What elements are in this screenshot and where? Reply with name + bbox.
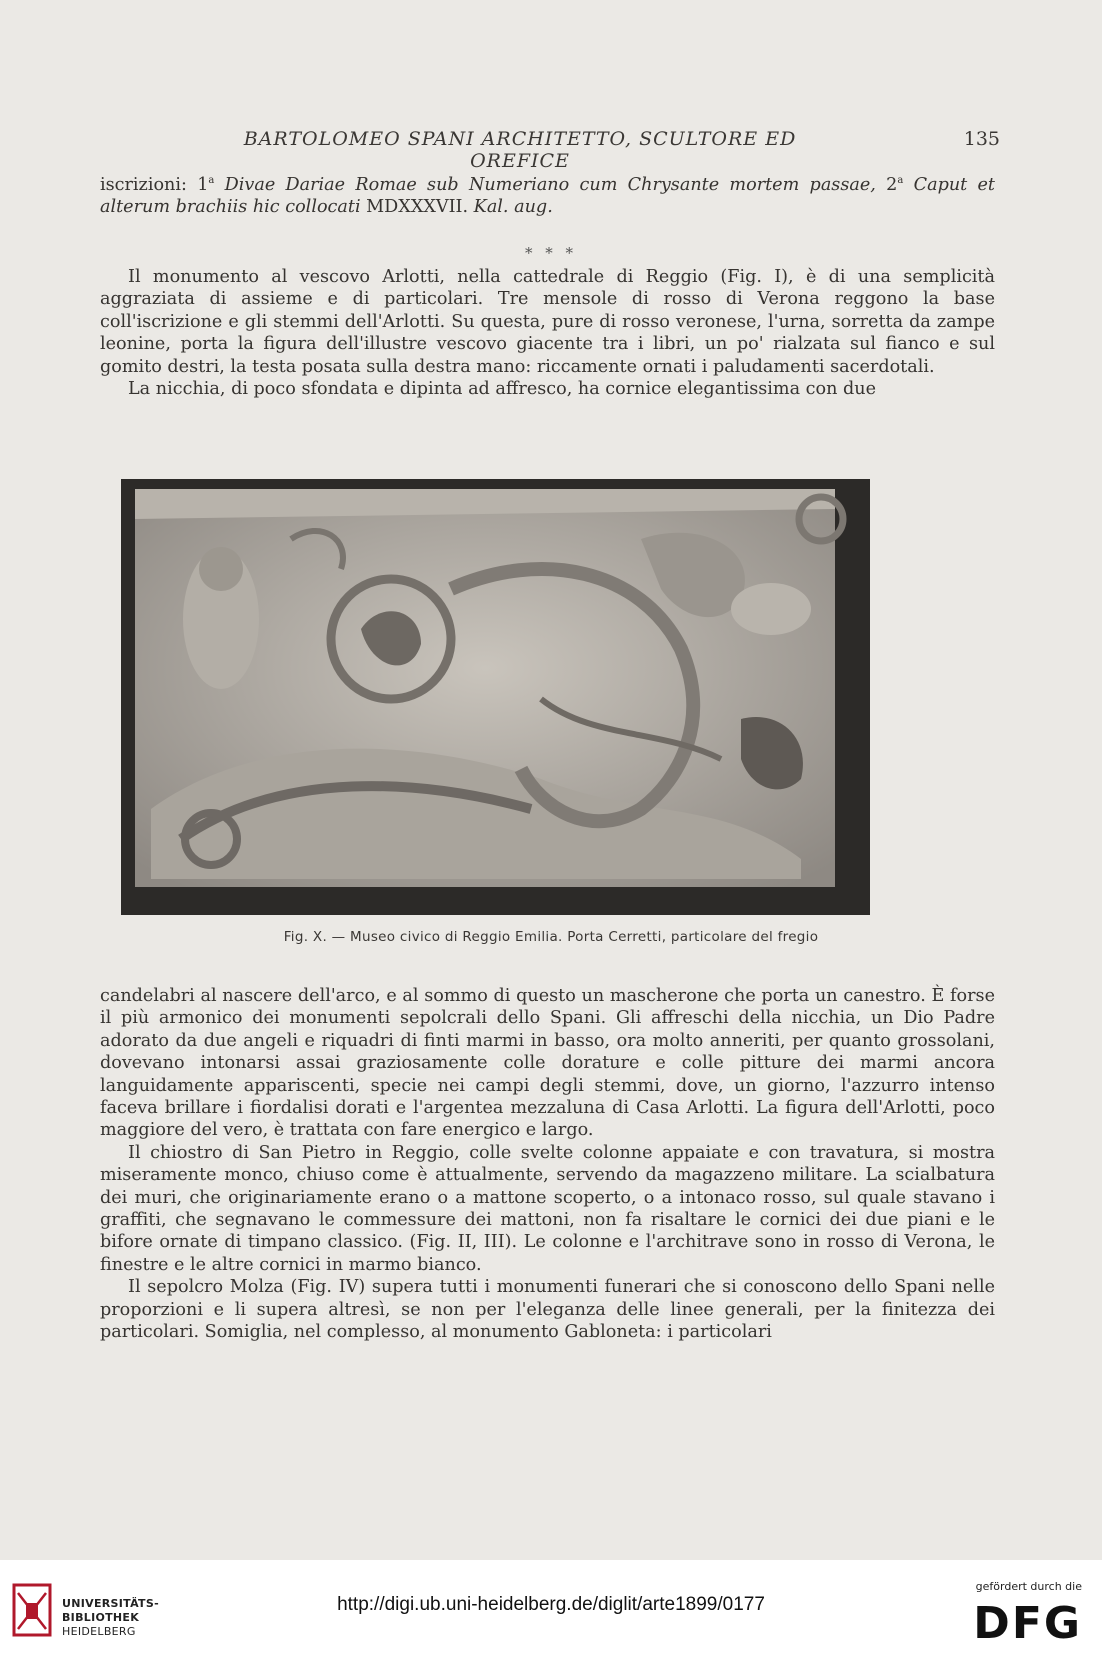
running-header bbox=[100, 128, 1000, 172]
running-title: BARTOLOMEO SPANI ARCHITETTO, SCULTORE ED OREFICE bbox=[243, 128, 797, 172]
inscription-date: MDXXXVII. bbox=[360, 197, 474, 218]
ordinal-suffix-2: a bbox=[897, 175, 904, 186]
library-name-line: BIBLIOTHEK bbox=[62, 1611, 140, 1624]
funding-note: gefördert durch die bbox=[975, 1580, 1082, 1593]
section-ornament: * * * bbox=[524, 244, 578, 262]
library-name-line: UNIVERSITÄTS- bbox=[62, 1597, 159, 1610]
inscription-italic-1: Divae Dariae Romae sub Numeriano cum Chrysante mortem passae, bbox=[214, 174, 887, 195]
figure-caption: Fig. X. — Museo civico di Reggio Emilia. Porta Cerretti, particolare del fregio bbox=[283, 929, 819, 945]
dfg-logo: DFG bbox=[973, 1598, 1082, 1649]
paragraph: La nicchia, di poco sfondata e dipinta ad affresco, ha cornice elegantissima con due bbox=[128, 379, 877, 400]
library-name-line: HEIDELBERG bbox=[62, 1625, 136, 1638]
paragraph: candelabri al nascere dell'arco, e al sommo di questo un mascherone che porta un canestro. È forse il più armonico dei monumenti sepolcrali dello Spani. Gli affreschi della nicchia, un Dio Padre adorato da due angeli e riquadri di finti marmi in basso, ora molto anneriti, per quanto grossolani, dovevano intonarsi assai graziosamente colle dorature e colle pitture dei marmi ancora languidamente appariscenti, specie nei campi degli stemmi, dove, un giorno, l'azzurro intenso faceva brillare i fiordalisi dorati e l'argentea mezzaluna di Casa Arlotti. La figura dell'Arlotti, poco maggiore del vero, è trattata con fare energico e largo. bbox=[100, 986, 995, 1141]
relief-frieze-image bbox=[121, 479, 870, 915]
ordinal-number: 1 bbox=[197, 174, 209, 195]
inscription-italic-3: Kal. aug. bbox=[473, 197, 553, 218]
inscription-italic-2: Caput et alterum brachiis hic collocati bbox=[100, 174, 995, 218]
paragraph: Il monumento al vescovo Arlotti, nella cattedrale di Reggio (Fig. I), è di una semplicità aggraziata di assieme e di particolari. Tre mensole di rosso di Verona reggono la base coll'iscrizione e gli stemmi dell'Arlotti. Su questa, pure di rosso veronese, l'urna, sorretta da zampe leonine, porta la figura dell'illustre vescovo giacente tra i libri, un po' rialzata sul fianco e sul gomito destri, la testa posata sulla destra mano: riccamente ornati i paludamenti sacerdotali. bbox=[100, 267, 995, 377]
body-text-before bbox=[100, 266, 995, 400]
ordinal-suffix: a bbox=[208, 175, 215, 186]
ordinal-number-2: 2 bbox=[886, 174, 898, 195]
relief-photograph bbox=[121, 479, 870, 915]
paragraph: Il chiostro di San Pietro in Reggio, colle svelte colonne appaiate e con travatura, si mostra miseramente monco, chiuso come è attualmente, servendo da magazzeno militare. La scialbatura dei muri, che originariamente erano o a mattone scoperto, o a intonaco rosso, sul quale stavano i graffiti, che segnavano le commessure dei mattoni, non fa risaltare le cornici dei due piani e le bifore ornate di timpano classico. (Fig. II, III). Le colonne e l'architrave sono in rosso di Verona, le finestre e le altre cornici in marmo bianco. bbox=[100, 1142, 995, 1275]
body-text-after bbox=[100, 985, 995, 1344]
page-number: 135 bbox=[963, 128, 1000, 150]
permalink-url[interactable]: http://digi.ub.uni-heidelberg.de/diglit/arte1899/0177 bbox=[337, 1594, 765, 1615]
inscription-text bbox=[100, 170, 995, 219]
inscription-lead: iscrizioni: bbox=[100, 174, 198, 195]
paragraph: Il sepolcro Molza (Fig. IV) supera tutti i monumenti funerari che si conoscono dello Spani nelle proporzioni e li supera altresì, se non per l'eleganza delle linee generali, per la finitezza dei particolari. Somiglia, nel complesso, al monumento Gabloneta: i particolari bbox=[100, 1277, 995, 1343]
